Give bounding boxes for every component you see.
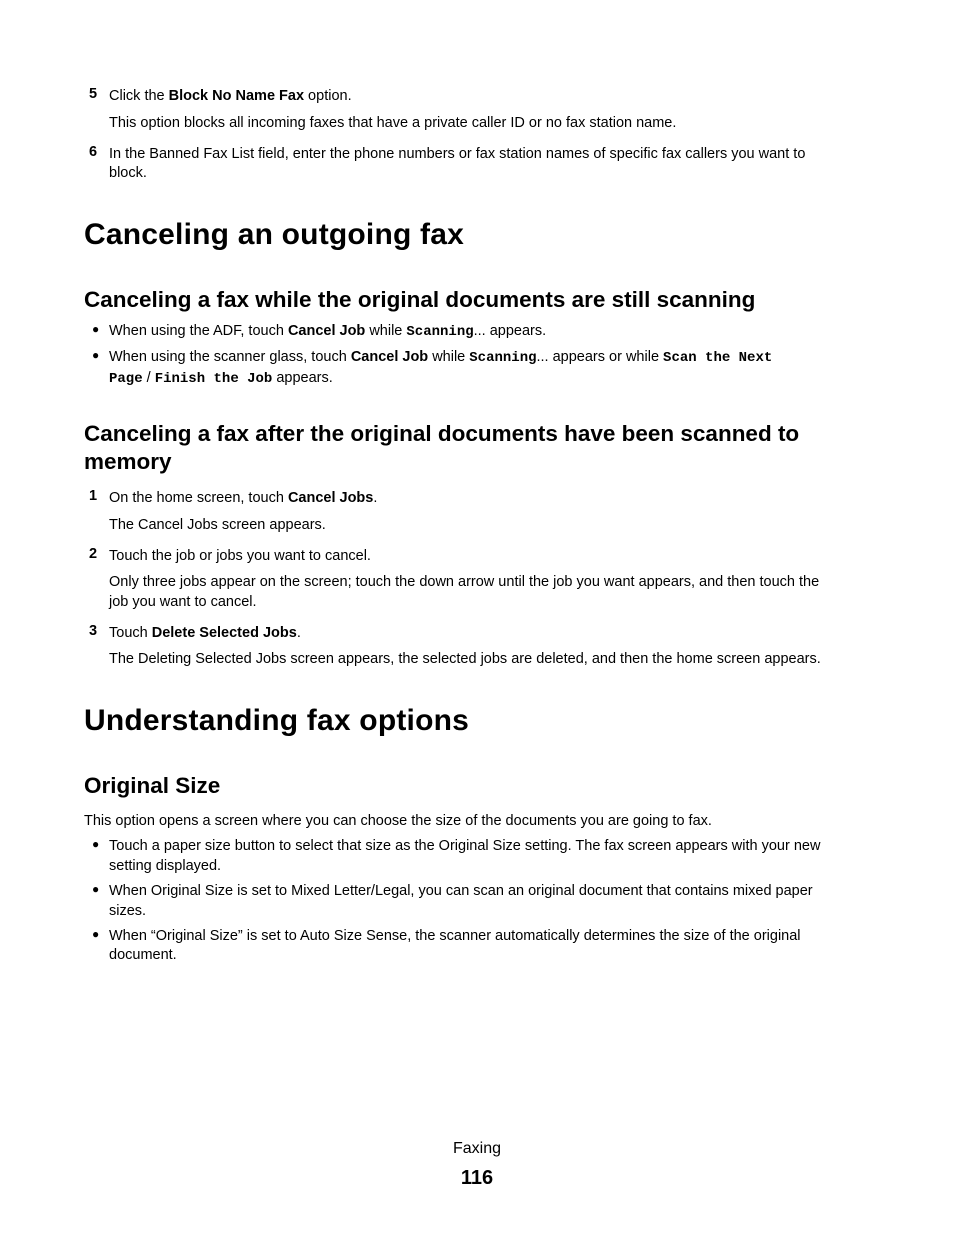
screen-message: Scanning: [406, 324, 474, 340]
step-note: The Cancel Jobs screen appears.: [109, 517, 326, 533]
step-text: Touch the job or jobs you want to cancel.: [109, 548, 371, 564]
step-number: 5: [89, 86, 98, 102]
bullet-icon: ●: [92, 882, 100, 896]
step-note: The Deleting Selected Jobs screen appears, the selected jobs are deleted, and then the home screen appears.: [109, 651, 821, 667]
button-name: Delete Selected Jobs: [151, 625, 297, 641]
subsection-heading-line2: memory: [84, 449, 172, 474]
screen-message: Page: [109, 371, 143, 387]
screen-message: Scanning: [469, 350, 537, 366]
option-name: Block No Name Fax: [168, 88, 305, 104]
section-heading: Canceling an outgoing fax: [84, 218, 465, 251]
step-number: 2: [89, 546, 98, 562]
intro-paragraph: This option opens a screen where you can choose the size of the documents you are going to fax.: [84, 813, 712, 829]
bullet-icon: ●: [92, 322, 100, 336]
subsection-heading: Original Size: [84, 773, 221, 798]
bullet-icon: ●: [92, 348, 100, 362]
step-note: This option blocks all incoming faxes that have a private caller ID or no fax station name.: [109, 115, 677, 131]
button-name: Cancel Job: [287, 323, 366, 339]
subsection-heading: Canceling a fax while the original documents are still scanning: [84, 287, 756, 312]
footer-chapter: Faxing: [452, 1140, 502, 1157]
step-text-line2: block.: [109, 165, 147, 181]
step-number: 3: [89, 623, 98, 639]
button-name: Cancel Jobs: [287, 490, 374, 506]
page-number: 116: [460, 1167, 494, 1189]
step-number: 6: [89, 144, 98, 160]
step-note-line1: Only three jobs appear on the screen; touch the down arrow until the job you want appears, and then touch the: [109, 574, 820, 590]
screen-message: Scan the Next: [663, 350, 773, 366]
subsection-heading-line1: Canceling a fax after the original documents have been scanned to: [84, 421, 800, 446]
bullet-icon: ●: [92, 837, 100, 851]
button-name: Cancel Job: [350, 349, 429, 365]
step-text-line1: In the Banned Fax List field, enter the phone numbers or fax station names of specific fax callers you want to: [109, 146, 806, 162]
step-text: Click the Block No Name Fax option.: [109, 88, 352, 104]
screen-message: Finish the Job: [154, 371, 273, 387]
step-number: 1: [89, 488, 98, 504]
bullet-icon: ●: [92, 927, 100, 941]
step-note-line2: job you want to cancel.: [109, 594, 257, 610]
section-heading: Understanding fax options: [84, 704, 470, 737]
